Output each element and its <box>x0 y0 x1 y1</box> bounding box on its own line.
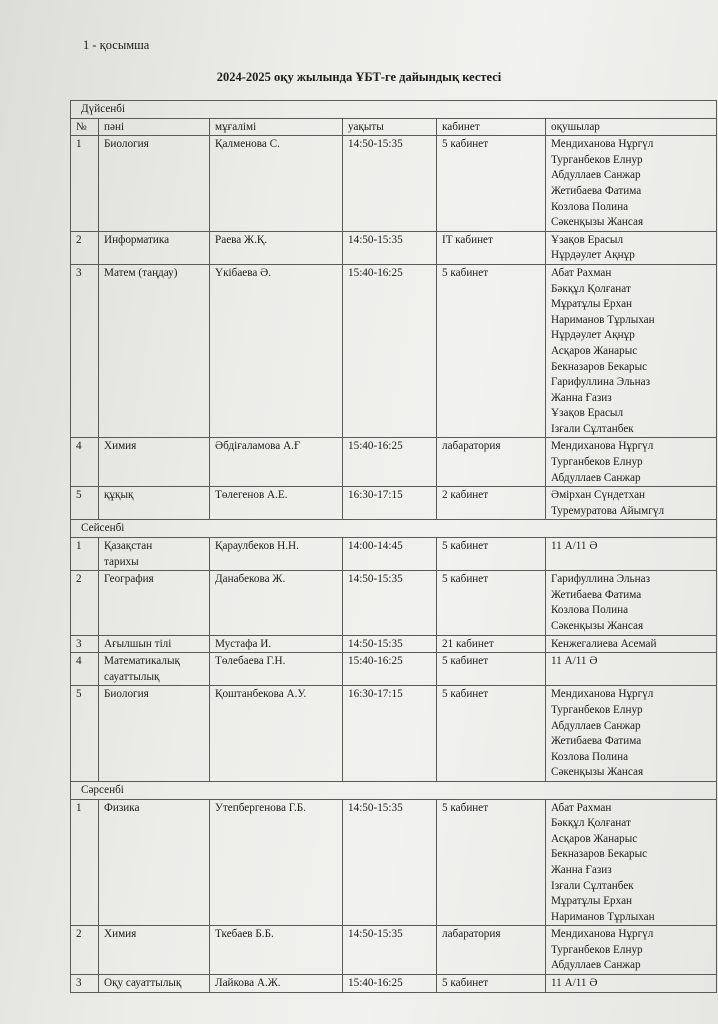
student-name: Гарифуллина Эльназ <box>551 573 651 586</box>
subject-cell: Оқу сауаттылық <box>99 975 210 993</box>
students-cell <box>546 538 717 571</box>
day-name: Дүйсенбі <box>71 101 717 119</box>
table-row <box>71 231 717 264</box>
student-name: Козлова Полина <box>551 604 629 617</box>
student-name: Сәкенқызы Жансая <box>551 766 644 779</box>
student-name: Нариманов Тұрлыхан <box>551 910 655 923</box>
student-name: Мендиханова Нұргүл <box>551 928 654 941</box>
teacher-cell: Раева Ж.Қ. <box>210 231 343 264</box>
time-cell: 16:30-17:15 <box>343 686 437 782</box>
students-cell <box>546 264 717 438</box>
header-time: уақыты <box>343 118 437 136</box>
students-cell <box>546 686 717 782</box>
subject-cell: Химия <box>99 438 210 487</box>
room-cell: 5 кабинет <box>437 264 546 438</box>
time-cell: 14:50-15:35 <box>343 136 437 232</box>
student-name: Абдуллаев Санжар <box>551 169 641 182</box>
day-row <box>71 101 717 119</box>
subject-cell: құқық <box>99 487 210 520</box>
time-cell: 14:50-15:35 <box>343 571 437 635</box>
time-cell: 14:50-15:35 <box>343 799 437 926</box>
student-name: Туремуратова Айымгүл <box>551 504 665 517</box>
teacher-cell: Төлебаева Г.Н. <box>210 653 343 686</box>
student-name: Гарифуллина Эльназ <box>551 376 651 389</box>
students-cell <box>546 926 717 975</box>
teacher-cell: Лайкова А.Ж. <box>210 975 343 993</box>
student-name: Жетибаева Фатима <box>551 184 642 197</box>
time-cell: 14:50-15:35 <box>343 926 437 975</box>
schedule-body <box>71 101 717 993</box>
student-name: Ізғали Сұлтанбек <box>551 422 634 435</box>
subject-cell: География <box>99 571 210 635</box>
student-name: 11 А/11 Ә <box>551 540 598 553</box>
student-name: Нұрдәулет Ақнұр <box>551 249 635 262</box>
room-cell: лабаратория <box>437 438 546 487</box>
subject-line: Қазақстан <box>104 540 153 553</box>
table-row <box>71 571 717 635</box>
table-row <box>71 438 717 487</box>
appendix-label: 1 - қосымша <box>83 38 150 52</box>
students-cell <box>546 136 717 232</box>
room-cell: 5 кабинет <box>437 653 546 686</box>
time-cell: 14:50-15:35 <box>343 635 437 653</box>
student-name: Козлова Полина <box>551 750 629 763</box>
row-number: 2 <box>71 926 99 975</box>
room-cell: 2 кабинет <box>437 487 546 520</box>
table-row <box>71 653 717 686</box>
row-number: 3 <box>71 264 99 438</box>
room-cell: 5 кабинет <box>437 975 546 993</box>
student-name: Бәкқұл Қолғанат <box>551 282 631 295</box>
students-cell <box>546 799 717 926</box>
time-cell: 15:40-16:25 <box>343 438 437 487</box>
time-cell: 15:40-16:25 <box>343 975 437 993</box>
teacher-cell: Қоштанбекова А.У. <box>210 686 343 782</box>
student-name: Абдуллаев Санжар <box>551 719 641 732</box>
time-cell: 15:40-16:25 <box>343 653 437 686</box>
table-row <box>71 799 717 926</box>
student-name: Мендиханова Нұргүл <box>551 440 654 453</box>
student-name: Турганбеков Елнур <box>551 456 643 469</box>
student-name: Турганбеков Елнур <box>551 153 643 166</box>
row-number: 4 <box>71 438 99 487</box>
time-cell: 14:00-14:45 <box>343 538 437 571</box>
time-cell: 16:30-17:15 <box>343 487 437 520</box>
header-row <box>71 118 717 136</box>
student-name: Жетибаева Фатима <box>551 735 642 748</box>
day-row <box>71 781 717 799</box>
teacher-cell: Төлегенов А.Е. <box>210 487 343 520</box>
time-cell: 15:40-16:25 <box>343 264 437 438</box>
header-room: кабинет <box>437 118 546 136</box>
row-number: 3 <box>71 635 99 653</box>
student-name: Жанна Ғазиз <box>551 391 612 404</box>
student-name: Ұзақов Ерасыл <box>551 233 624 246</box>
teacher-cell: Қараулбеков Н.Н. <box>210 538 343 571</box>
student-name: Жетибаева Фатима <box>551 588 642 601</box>
subject-line: тарихы <box>104 555 139 568</box>
students-cell <box>546 571 717 635</box>
student-name: Мендиханова Нұргүл <box>551 688 654 701</box>
student-name: Нұрдәулет Ақнұр <box>551 329 635 342</box>
student-name: Турганбеков Елнур <box>551 943 643 956</box>
teacher-cell: Қалменова С. <box>210 136 343 232</box>
subject-cell: Матем (таңдау) <box>99 264 210 438</box>
student-name: Бәкқұл Қолғанат <box>551 817 631 830</box>
room-cell: 5 кабинет <box>437 686 546 782</box>
subject-cell: Информатика <box>99 231 210 264</box>
student-name: Абдуллаев Санжар <box>551 471 641 484</box>
room-cell: IT кабинет <box>437 231 546 264</box>
student-name: Ұзақов Ерасыл <box>551 407 624 420</box>
row-number: 1 <box>71 538 99 571</box>
student-name: Нариманов Тұрлыхан <box>551 313 655 326</box>
teacher-cell: Әбдіғаламова А.Ғ <box>210 438 343 487</box>
header-no: № <box>71 118 99 136</box>
time-cell: 14:50-15:35 <box>343 231 437 264</box>
student-name: Жанна Ғазиз <box>551 863 612 876</box>
schedule-table <box>70 100 717 993</box>
row-number: 5 <box>71 487 99 520</box>
teacher-cell: Ткебаев Б.Б. <box>210 926 343 975</box>
table-row <box>71 136 717 232</box>
document-title: 2024-2025 оқу жылында ҰБТ-ге дайындық кестесі <box>216 70 502 84</box>
students-cell <box>546 231 717 264</box>
subject-cell <box>99 653 210 686</box>
row-number: 4 <box>71 653 99 686</box>
student-name: Асқаров Жанарыс <box>551 832 638 845</box>
student-name: Ізғали Сұлтанбек <box>551 879 634 892</box>
student-name: Сәкенқызы Жансая <box>551 620 644 632</box>
subject-line: сауаттылық <box>104 670 160 683</box>
student-name: Турганбеков Елнур <box>551 703 643 716</box>
subject-cell: Химия <box>99 926 210 975</box>
student-name: Бекназаров Бекарыс <box>551 848 648 861</box>
row-number: 1 <box>71 136 99 232</box>
room-cell: 5 кабинет <box>437 538 546 571</box>
header-teacher: мұғалімі <box>210 118 343 136</box>
subject-cell: Биология <box>99 686 210 782</box>
subject-cell: Ағылшын тілі <box>99 635 210 653</box>
student-name: Әмірхан Сүндетхан <box>551 489 646 502</box>
student-name: Мұратұлы Ерхан <box>551 298 633 311</box>
teacher-cell: Үкібаева Ә. <box>210 264 343 438</box>
table-row <box>71 487 717 520</box>
row-number: 3 <box>71 975 99 993</box>
table-row <box>71 264 717 438</box>
teacher-cell: Мустафа И. <box>210 635 343 653</box>
student-name: Бекназаров Бекарыс <box>551 360 648 373</box>
students-cell <box>546 653 717 686</box>
header-students: оқушылар <box>546 118 717 136</box>
room-cell: лабаратория <box>437 926 546 975</box>
students-cell <box>546 975 717 993</box>
header-subject: пәні <box>99 118 210 136</box>
table-row <box>71 975 717 993</box>
subject-line: Математикалық <box>104 655 180 668</box>
subject-cell: Физика <box>99 799 210 926</box>
student-name: Абат Рахман <box>551 266 612 279</box>
student-name: Асқаров Жанарыс <box>551 344 638 357</box>
student-name: Козлова Полина <box>551 200 629 213</box>
day-row <box>71 520 717 538</box>
students-cell <box>546 438 717 487</box>
student-name: 11 А/11 Ә <box>551 655 598 668</box>
subject-cell: Биология <box>99 136 210 232</box>
room-cell: 5 кабинет <box>437 571 546 635</box>
day-name: Сейсенбі <box>71 520 717 538</box>
students-cell <box>546 487 717 520</box>
students-cell <box>546 635 717 653</box>
row-number: 2 <box>71 571 99 635</box>
teacher-cell: Данабекова Ж. <box>210 571 343 635</box>
table-row <box>71 686 717 782</box>
subject-cell <box>99 538 210 571</box>
student-name: Абат Рахман <box>551 801 612 814</box>
room-cell: 5 кабинет <box>437 799 546 926</box>
room-cell: 21 кабинет <box>437 635 546 653</box>
teacher-cell: Утепбергенова Г.Б. <box>210 799 343 926</box>
student-name: Мендиханова Нұргүл <box>551 138 654 151</box>
student-name: Мұратұлы Ерхан <box>551 895 633 908</box>
student-name: 11 А/11 Ә <box>551 977 598 990</box>
table-row <box>71 538 717 571</box>
day-name: Сәрсенбі <box>71 781 717 799</box>
row-number: 5 <box>71 686 99 782</box>
student-name: Абдуллаев Санжар <box>551 959 641 972</box>
table-row <box>71 926 717 975</box>
student-name: Кенжегалиева Асемай <box>551 637 657 650</box>
table-row <box>71 635 717 653</box>
student-name: Сәкенқызы Жансая <box>551 216 644 229</box>
room-cell: 5 кабинет <box>437 136 546 232</box>
row-number: 2 <box>71 231 99 264</box>
row-number: 1 <box>71 799 99 926</box>
